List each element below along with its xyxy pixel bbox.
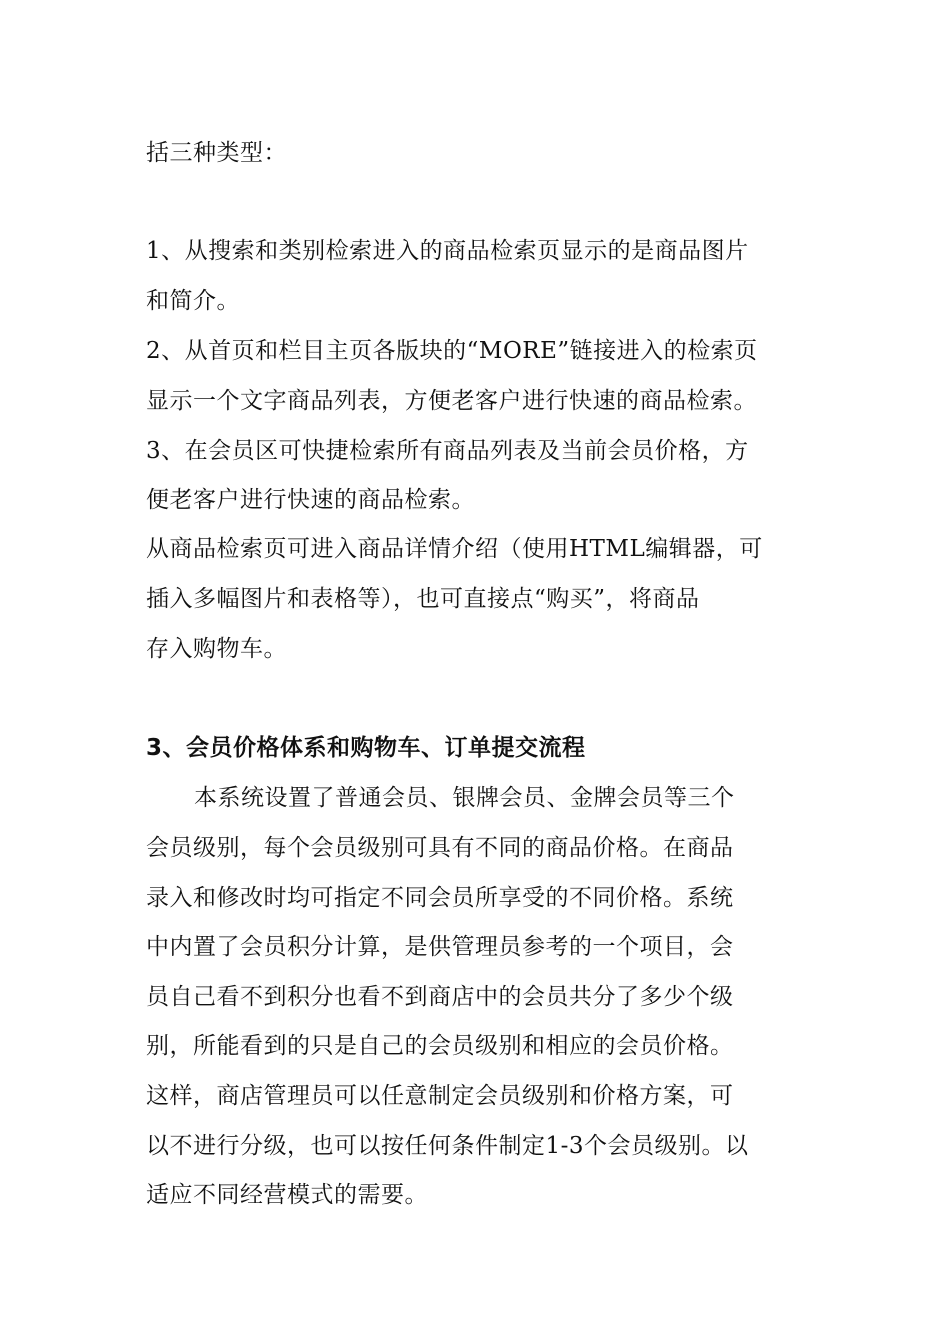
paragraph-line: 适应不同经营模式的需要。 — [146, 1182, 428, 1208]
paragraph-line: 2、从首页和栏目主页各版块的“MORE”链接进入的检索页 — [146, 338, 758, 364]
paragraph-line: 录入和修改时均可指定不同会员所享受的不同价格。系统 — [146, 885, 734, 911]
paragraph-line: 本系统设置了普通会员、银牌会员、金牌会员等三个 — [194, 785, 735, 811]
paragraph-line: 员自己看不到积分也看不到商店中的会员共分了多少个级 — [146, 984, 734, 1010]
paragraph-line: 从商品检索页可进入商品详情介绍（使用HTML编辑器，可 — [146, 536, 763, 562]
paragraph-line: 别，所能看到的只是自己的会员级别和相应的会员价格。 — [146, 1033, 734, 1059]
paragraph-line: 和简介。 — [146, 288, 240, 314]
paragraph-line: 显示一个文字商品列表，方便老客户进行快速的商品检索。 — [146, 388, 757, 414]
paragraph-line: 存入购物车。 — [146, 636, 287, 662]
paragraph-line: 插入多幅图片和表格等），也可直接点“购买”，将商品 — [146, 586, 700, 612]
paragraph-line: 中内置了会员积分计算，是供管理员参考的一个项目，会 — [146, 934, 734, 960]
paragraph-line: 这样，商店管理员可以任意制定会员级别和价格方案，可 — [146, 1083, 734, 1109]
paragraph-line: 以不进行分级，也可以按任何条件制定1-3个会员级别。以 — [146, 1133, 749, 1159]
paragraph-line: 便老客户进行快速的商品检索。 — [146, 487, 475, 513]
section-heading: 3、会员价格体系和购物车、订单提交流程 — [146, 735, 586, 761]
paragraph-line: 会员级别，每个会员级别可具有不同的商品价格。在商品 — [146, 835, 734, 861]
paragraph-line: 1、从搜索和类别检索进入的商品检索页显示的是商品图片 — [146, 238, 749, 264]
paragraph-line: 3、在会员区可快捷检索所有商品列表及当前会员价格，方 — [146, 438, 749, 464]
paragraph-line: 括三种类型： — [146, 140, 287, 166]
